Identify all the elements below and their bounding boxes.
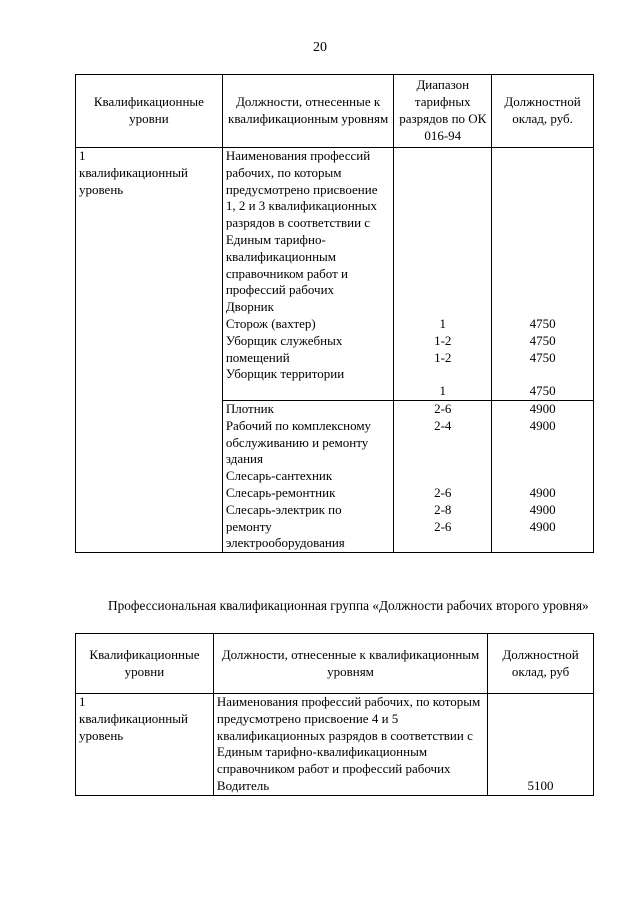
qualification-level-label: 1 квалификационный уровень (79, 694, 188, 743)
table-qualification-levels-first (75, 74, 594, 553)
group-intro: Наименования профессий рабочих, по которым предусмотрено присвоение 4 и 5 квалификационных разрядов в соответствии с Единым тарифно-квалификационным справочником работ и профессий рабочих (216, 694, 481, 777)
position-name: Рабочий по комплексному обслуживанию и ремонту здания (225, 417, 372, 467)
positions-cell (222, 148, 394, 401)
tariff-range: 2-6 (434, 400, 452, 416)
position-name: Сторож (вахтер) (225, 315, 316, 331)
salary-value: 4750 (529, 316, 556, 331)
salary-value: 4750 (529, 383, 556, 399)
header-qualification-levels: Квалификационные уровни (76, 75, 223, 148)
position-name: Слесарь-сантехник (225, 468, 333, 484)
table-header-row (76, 75, 594, 148)
table-header-row (76, 634, 594, 694)
header-salary: Должностной оклад, руб. (492, 75, 594, 148)
group-intro: Наименования профессий рабочих, по которым предусмотрено присвоение 1, 2 и 3 квалификационных разрядов в соответствии с Единым тарифно-квалификационным справочником работ и профессий рабочих (225, 148, 378, 298)
salary-value: 4750 (529, 349, 556, 365)
position-name: Плотник (225, 400, 274, 416)
position-name: Водитель (216, 777, 270, 793)
salary-value: 5100 (527, 778, 554, 793)
tariff-range: 1-2 (434, 349, 452, 365)
page-number: 20 (313, 40, 327, 55)
salary-cell (488, 694, 594, 796)
qualification-level-label: 1 квалификационный уровень (79, 148, 188, 197)
group-caption: Профессиональная квалификационная группа «Должности рабочих второго уровня» (108, 598, 589, 613)
position-name: Уборщик служебных помещений (225, 332, 343, 365)
qualification-level-cell (76, 694, 214, 796)
qualification-level-cell (76, 148, 223, 553)
header-tariff-range: Диапазон тарифных разрядов по ОК 016-94 (394, 75, 492, 148)
header-salary: Должностной оклад, руб (488, 634, 594, 694)
tariff-range: 1 (439, 383, 447, 399)
position-name: Слесарь-электрик по ремонту электрооборудования (225, 501, 345, 551)
table-row (76, 694, 594, 796)
header-positions: Должности, отнесенные к квалификационным уровням (222, 75, 394, 148)
tariff-range: 1-2 (434, 332, 452, 348)
salary-cell (492, 400, 594, 552)
tariff-range: 2-6 (434, 518, 452, 534)
positions-cell (222, 400, 394, 552)
position-name: Дворник (225, 299, 274, 315)
position-name: Уборщик территории (225, 366, 345, 382)
salary-value: 4900 (529, 518, 556, 534)
salary-value: 4900 (529, 501, 556, 517)
salary-cell (492, 148, 594, 401)
table-qualification-levels-second (75, 633, 594, 796)
tariff-range-cell (394, 400, 492, 552)
position-name: Слесарь-ремонтник (225, 484, 336, 500)
salary-value: 4900 (529, 400, 556, 416)
tariff-range: 2-8 (434, 501, 452, 517)
tariff-range: 2-6 (434, 484, 452, 500)
salary-value: 4900 (529, 417, 556, 433)
header-qualification-levels: Квалификационные уровни (76, 634, 214, 694)
header-positions: Должности, отнесенные к квалификационным уровням (213, 634, 487, 694)
positions-cell (213, 694, 487, 796)
salary-value: 4750 (529, 332, 556, 348)
salary-value: 4900 (529, 484, 556, 500)
tariff-range-cell (394, 148, 492, 401)
table-row (76, 148, 594, 401)
tariff-range: 2-4 (434, 417, 452, 433)
tariff-range: 1 (439, 316, 447, 331)
